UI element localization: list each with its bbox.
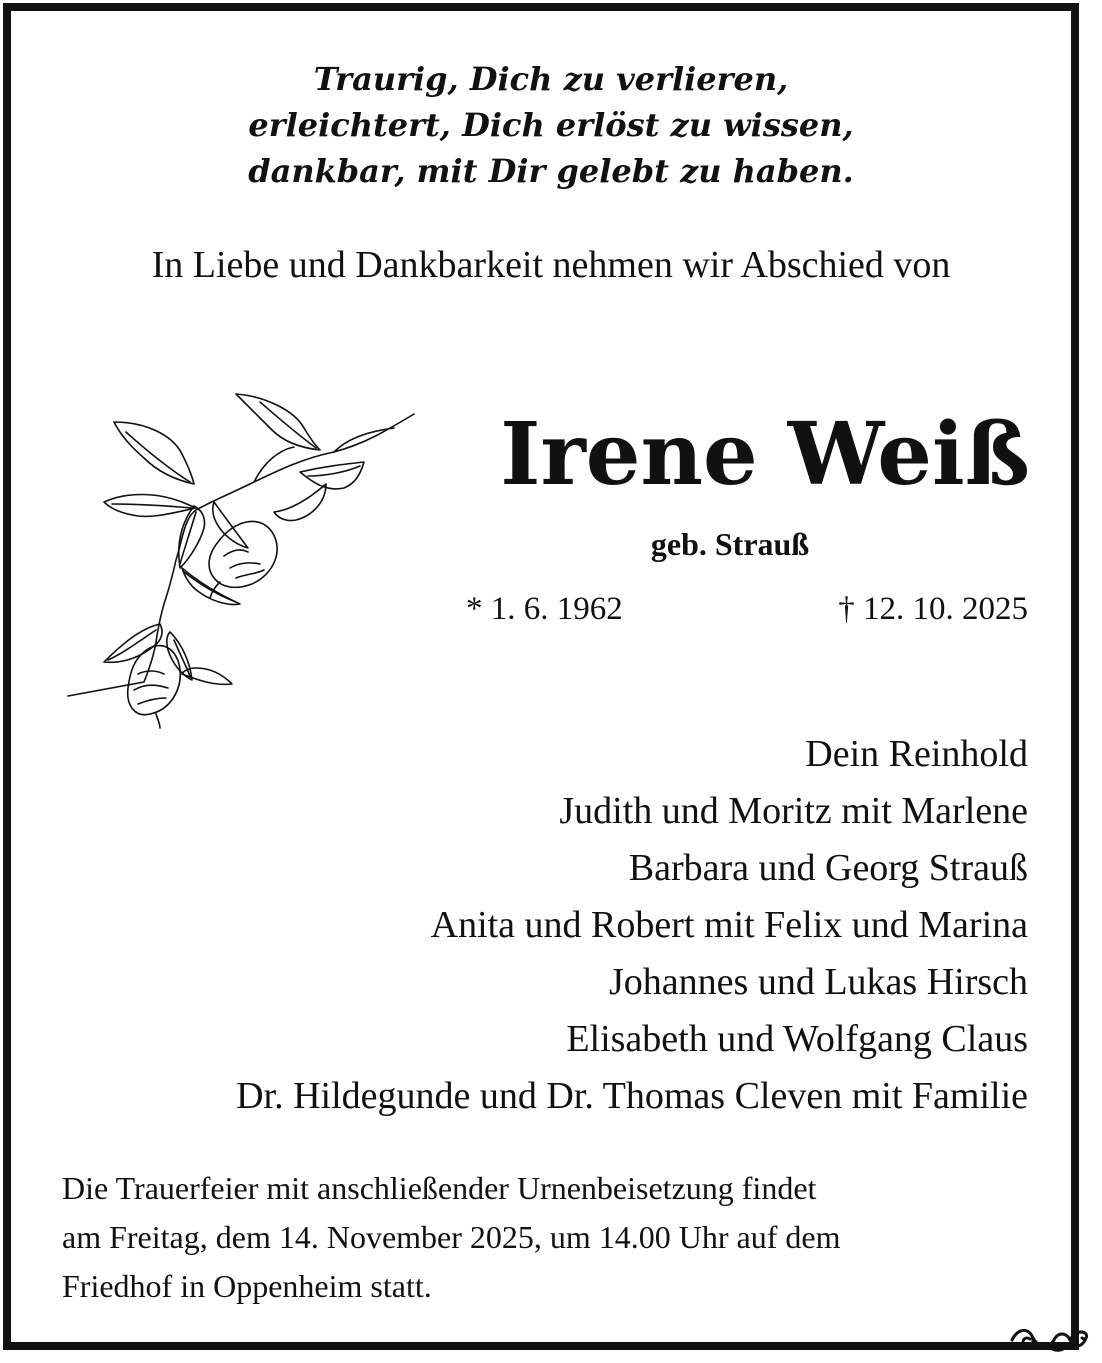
ornament-flourish-icon [1008, 1322, 1090, 1358]
mourner-line: Elisabeth und Wolfgang Claus [566, 1018, 1028, 1060]
death-date: † 12. 10. 2025 [838, 591, 1028, 627]
maiden-name: geb. Strauß [650, 526, 810, 562]
mourner-line: Barbara und Georg Strauß [628, 847, 1028, 889]
mourner-line: Anita und Robert mit Felix und Marina [430, 904, 1028, 946]
service-line: am Freitag, dem 14. November 2025, um 14.00 Uhr auf dem [62, 1219, 841, 1255]
service-line: Friedhof in Oppenheim statt. [62, 1268, 432, 1304]
poem [0, 56, 1102, 194]
birth-date: * 1. 6. 1962 [466, 591, 623, 627]
mourners-list [28, 726, 1028, 1125]
poem-line: erleichtert, Dich erlöst zu wissen, [248, 106, 854, 144]
poem-line: dankbar, mit Dir gelebt zu haben. [248, 152, 854, 190]
poem-line: Traurig, Dich zu verlieren, [313, 60, 789, 98]
intro-text: In Liebe und Dankbarkeit nehmen wir Abschied von [151, 244, 951, 286]
mourner-line: Dein Reinhold [805, 733, 1028, 775]
mourner-line: Dr. Hildegunde und Dr. Thomas Cleven mit Familie [236, 1075, 1028, 1117]
mourner-line: Johannes und Lukas Hirsch [609, 961, 1028, 1003]
mourner-line: Judith und Moritz mit Marlene [559, 790, 1028, 832]
funeral-service-info [62, 1164, 1030, 1311]
service-line: Die Trauerfeier mit anschließender Urnenbeisetzung findet [62, 1170, 817, 1206]
lemon-branch-drawing [64, 392, 424, 732]
deceased-name: Irene Weiß [500, 404, 1030, 505]
